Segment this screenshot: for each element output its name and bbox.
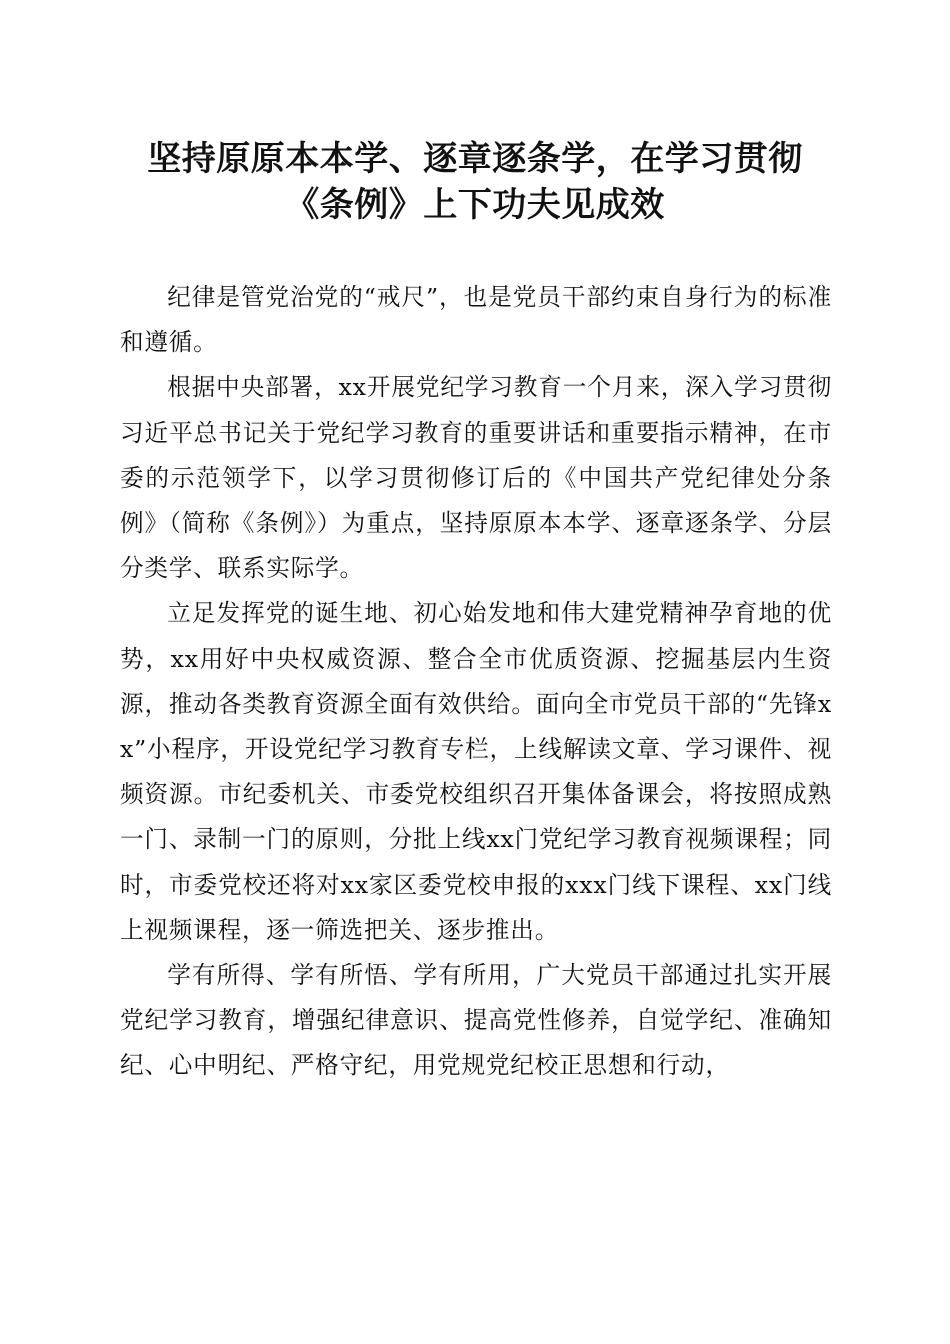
- document-body: [120, 275, 832, 1089]
- paragraph-2: 根据中央部署，xx开展党纪学习教育一个月来，深入学习贯彻习近平总书记关于党纪学习教育的重要讲话和重要指示精神，在市委的示范领学下，以学习贯彻修订后的《中国共产党纪律处分条例》（简称《条例》）为重点，坚持原原本本学、逐章逐条学、分层分类学、联系实际学。: [120, 373, 832, 583]
- paragraph-1: 纪律是管党治党的“戒尺”，也是党员干部约束自身行为的标准和遵循。: [120, 283, 832, 357]
- paragraph-3: 立足发挥党的诞生地、初心始发地和伟大建党精神孕育地的优势，xx用好中央权威资源、整合全市优质资源、挖掘基层内生资源，推动各类教育资源全面有效供给。面向全市党员干部的“先锋xx”小程序，开设党纪学习教育专栏，上线解读文章、学习课件、视频资源。市纪委机关、市委党校组织召开集体备课会，将按照成熟一门、录制一门的原则，分批上线xx门党纪学习教育视频课程；同时，市委党校还将对xx家区委党校申报的xxx门线下课程、xx门线上视频课程，逐一筛选把关、逐步推出。: [120, 599, 832, 944]
- title-line-1: 坚持原原本本学、逐章逐条学，在学习贯彻: [147, 139, 803, 179]
- document-title: [110, 136, 840, 228]
- paragraph-4: 学有所得、学有所悟、学有所用，广大党员干部通过扎实开展党纪学习教育，增强纪律意识、提高党性修养，自觉学纪、准确知纪、心中明纪、严格守纪，用党规党纪校正思想和行动，: [120, 961, 832, 1080]
- title-line-2: 《条例》上下功夫见成效: [285, 185, 665, 225]
